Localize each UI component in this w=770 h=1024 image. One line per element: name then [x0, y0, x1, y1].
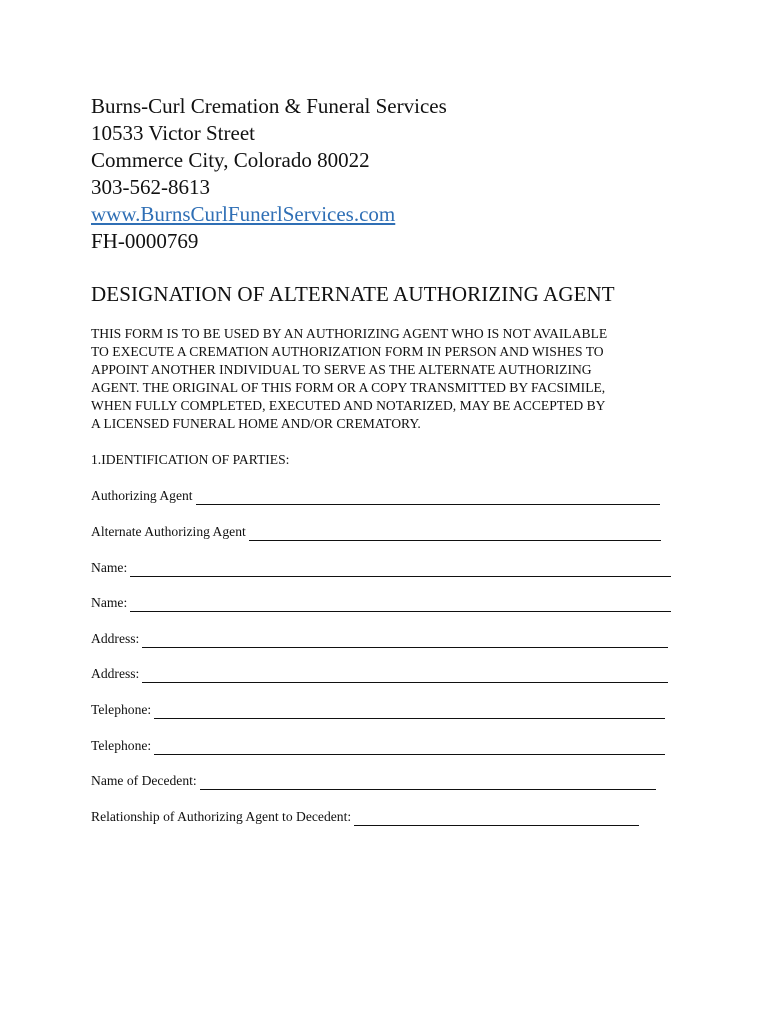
- field-label: Name:: [91, 560, 128, 575]
- field-label: Address:: [91, 631, 140, 646]
- field-name-of-decedent: [91, 772, 656, 790]
- company-city: Commerce City, Colorado 80022: [91, 148, 370, 172]
- name-2-input-line[interactable]: [130, 597, 671, 612]
- field-label: Telephone:: [91, 738, 152, 753]
- authorizing-agent-input-line[interactable]: [196, 490, 660, 505]
- company-street: 10533 Victor Street: [91, 121, 255, 145]
- company-website-link[interactable]: www.BurnsCurlFunerlServices.com: [91, 202, 396, 226]
- field-telephone-2: [91, 737, 665, 755]
- field-alternate-authorizing-agent: [91, 523, 661, 541]
- field-name-2: [91, 594, 671, 612]
- field-label: Authorizing Agent: [91, 488, 193, 503]
- field-label: Telephone:: [91, 702, 152, 717]
- intro-line: WHEN FULLY COMPLETED, EXECUTED AND NOTARIZED, MAY BE ACCEPTED BY: [91, 398, 606, 413]
- telephone-2-input-line[interactable]: [154, 740, 665, 755]
- company-phone: 303-562-8613: [91, 175, 210, 199]
- intro-line: A LICENSED FUNERAL HOME AND/OR CREMATORY.: [91, 416, 421, 431]
- field-label: Relationship of Authorizing Agent to Decedent:: [91, 809, 352, 824]
- name-1-input-line[interactable]: [130, 562, 671, 577]
- address-2-input-line[interactable]: [142, 668, 668, 683]
- field-label: Name of Decedent:: [91, 773, 197, 788]
- company-license: FH-0000769: [91, 229, 199, 253]
- address-1-input-line[interactable]: [142, 633, 668, 648]
- form-title: DESIGNATION OF ALTERNATE AUTHORIZING AGENT: [91, 282, 615, 306]
- field-telephone-1: [91, 701, 665, 719]
- company-header: [91, 93, 447, 255]
- intro-line: TO EXECUTE A CREMATION AUTHORIZATION FORM IN PERSON AND WISHES TO: [91, 344, 604, 359]
- field-relationship: [91, 808, 639, 826]
- section-heading: 1.IDENTIFICATION OF PARTIES:: [91, 452, 290, 467]
- field-label: Alternate Authorizing Agent: [91, 524, 246, 539]
- company-name: Burns-Curl Cremation & Funeral Services: [91, 94, 447, 118]
- relationship-input-line[interactable]: [354, 811, 639, 826]
- telephone-1-input-line[interactable]: [154, 704, 665, 719]
- intro-line: AGENT. THE ORIGINAL OF THIS FORM OR A COPY TRANSMITTED BY FACSIMILE,: [91, 380, 606, 395]
- intro-line: APPOINT ANOTHER INDIVIDUAL TO SERVE AS THE ALTERNATE AUTHORIZING: [91, 362, 592, 377]
- field-label: Address:: [91, 666, 140, 681]
- alternate-agent-input-line[interactable]: [249, 526, 661, 541]
- intro-line: THIS FORM IS TO BE USED BY AN AUTHORIZING AGENT WHO IS NOT AVAILABLE: [91, 326, 608, 341]
- field-label: Name:: [91, 595, 128, 610]
- field-authorizing-agent: [91, 487, 660, 505]
- field-name-1: [91, 559, 671, 577]
- field-address-1: [91, 630, 668, 648]
- decedent-name-input-line[interactable]: [200, 775, 656, 790]
- field-address-2: [91, 665, 668, 683]
- intro-paragraph: [91, 325, 691, 433]
